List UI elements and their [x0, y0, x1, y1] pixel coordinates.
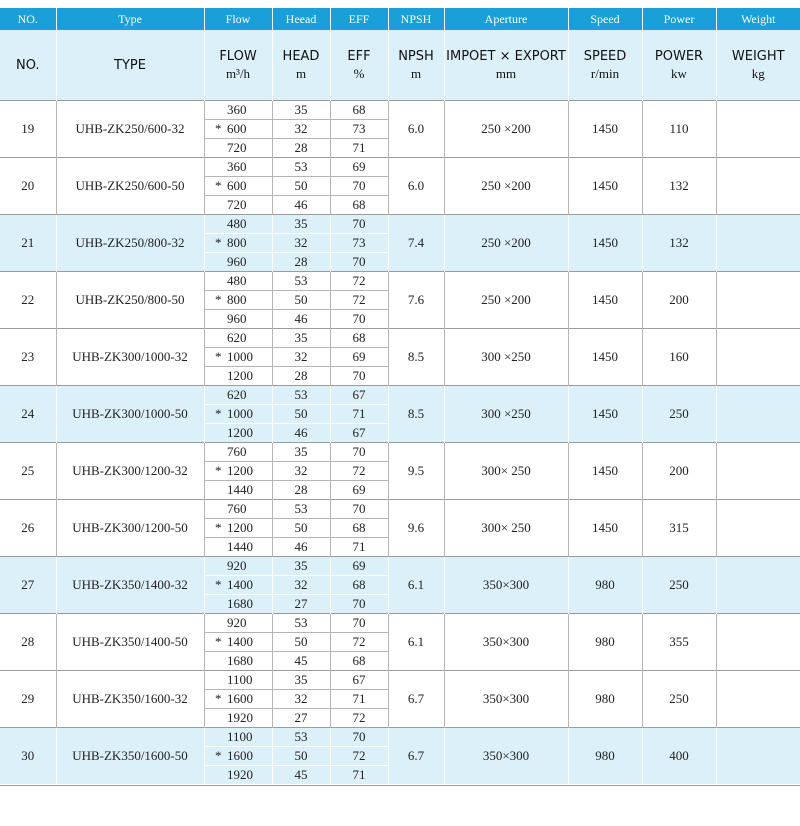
power-cell: 132: [642, 158, 716, 215]
power-cell: 200: [642, 443, 716, 500]
eff-cell: 68: [330, 329, 388, 348]
model-number-cell: 24: [0, 386, 56, 443]
header-eff: EFF %: [330, 30, 388, 101]
eff-cell: 71: [330, 405, 388, 424]
npsh-cell: 7.4: [388, 215, 444, 272]
flow-value: 1920: [227, 710, 253, 725]
model-type-cell: UHB-ZK300/1200-50: [56, 500, 204, 557]
header-power-unit: kw: [671, 65, 687, 81]
aperture-cell: 250 ×200: [444, 101, 568, 158]
table-row: [0, 329, 800, 348]
speed-cell: 1450: [568, 215, 642, 272]
table-row: [0, 500, 800, 519]
head-cell: 28: [272, 481, 330, 500]
flow-cell: [204, 253, 272, 272]
head-cell: 53: [272, 728, 330, 747]
rated-point-marker: *: [215, 178, 222, 193]
flow-cell: [204, 443, 272, 462]
header-aperture: IMPOET × EXPORT mm: [444, 30, 568, 101]
eff-cell: 72: [330, 272, 388, 291]
eff-cell: 71: [330, 690, 388, 709]
rated-point-marker: *: [215, 406, 222, 421]
model-type-cell: UHB-ZK250/800-50: [56, 272, 204, 329]
flow-value: 600: [227, 178, 247, 193]
flow-cell: [204, 272, 272, 291]
header-head: HEAD m: [272, 30, 330, 101]
flow-cell: [204, 652, 272, 671]
flow-value: 1920: [227, 767, 253, 782]
header-flow: FLOW m³/h: [204, 30, 272, 101]
model-type-cell: UHB-ZK250/600-32: [56, 101, 204, 158]
rated-point-marker: *: [215, 292, 222, 307]
npsh-cell: 6.7: [388, 728, 444, 785]
header-head-unit: m: [295, 65, 307, 81]
model-number-cell: 20: [0, 158, 56, 215]
eff-cell: 67: [330, 424, 388, 443]
head-cell: 50: [272, 291, 330, 310]
head-cell: 32: [272, 576, 330, 595]
weight-cell: [716, 614, 800, 671]
head-cell: 50: [272, 519, 330, 538]
header-npsh: NPSH m: [388, 30, 444, 101]
flow-value: 620: [227, 330, 247, 345]
weight-cell: [716, 728, 800, 785]
eff-cell: 67: [330, 386, 388, 405]
header-no: NO.: [0, 30, 56, 101]
flow-value: 1200: [227, 520, 253, 535]
bar-label-speed: Speed: [568, 8, 642, 30]
npsh-cell: 6.1: [388, 614, 444, 671]
aperture-cell: 250 ×200: [444, 215, 568, 272]
flow-value: 1100: [227, 672, 253, 687]
speed-cell: 1450: [568, 272, 642, 329]
eff-cell: 69: [330, 348, 388, 367]
npsh-cell: 9.5: [388, 443, 444, 500]
column-header-row: [0, 30, 800, 101]
head-cell: 50: [272, 405, 330, 424]
flow-cell: [204, 329, 272, 348]
head-cell: 53: [272, 500, 330, 519]
rated-point-marker: *: [215, 235, 222, 250]
table-bottom-rule: [0, 785, 800, 786]
head-cell: 50: [272, 177, 330, 196]
flow-cell: [204, 120, 272, 139]
flow-cell: [204, 424, 272, 443]
header-weight-unit: kg: [751, 65, 765, 81]
npsh-cell: 9.6: [388, 500, 444, 557]
flow-value: 760: [227, 501, 247, 516]
head-cell: 50: [272, 747, 330, 766]
power-cell: 315: [642, 500, 716, 557]
table-row: [0, 557, 800, 576]
eff-cell: 71: [330, 139, 388, 158]
eff-cell: 68: [330, 652, 388, 671]
flow-cell: [204, 690, 272, 709]
flow-value: 920: [227, 615, 247, 630]
head-cell: 32: [272, 690, 330, 709]
head-cell: 50: [272, 633, 330, 652]
model-number-cell: 29: [0, 671, 56, 728]
aperture-cell: 300× 250: [444, 500, 568, 557]
flow-cell: [204, 766, 272, 785]
speed-cell: 1450: [568, 443, 642, 500]
eff-cell: 72: [330, 747, 388, 766]
flow-value: 920: [227, 558, 247, 573]
header-power: POWER kw: [642, 30, 716, 101]
power-cell: 355: [642, 614, 716, 671]
speed-cell: 1450: [568, 101, 642, 158]
rated-point-marker: *: [215, 748, 222, 763]
flow-cell: [204, 405, 272, 424]
model-type-cell: UHB-ZK300/1000-50: [56, 386, 204, 443]
flow-cell: [204, 557, 272, 576]
flow-value: 760: [227, 444, 247, 459]
weight-cell: [716, 329, 800, 386]
flow-cell: [204, 386, 272, 405]
model-number-cell: 27: [0, 557, 56, 614]
rated-point-marker: *: [215, 577, 222, 592]
head-cell: 46: [272, 196, 330, 215]
flow-cell: [204, 177, 272, 196]
flow-cell: [204, 291, 272, 310]
aperture-cell: 300× 250: [444, 443, 568, 500]
flow-cell: [204, 709, 272, 728]
eff-cell: 69: [330, 158, 388, 177]
power-cell: 160: [642, 329, 716, 386]
speed-cell: 980: [568, 728, 642, 785]
flow-value: 600: [227, 121, 247, 136]
model-type-cell: UHB-ZK300/1200-32: [56, 443, 204, 500]
flow-cell: [204, 215, 272, 234]
flow-cell: [204, 595, 272, 614]
model-type-cell: UHB-ZK350/1600-32: [56, 671, 204, 728]
eff-cell: 70: [330, 310, 388, 329]
head-cell: 46: [272, 424, 330, 443]
head-cell: 53: [272, 272, 330, 291]
bar-label-flow: Flow: [204, 8, 272, 30]
eff-cell: 68: [330, 101, 388, 120]
eff-cell: 70: [330, 595, 388, 614]
npsh-cell: 8.5: [388, 329, 444, 386]
flow-value: 1200: [227, 463, 253, 478]
flow-value: 1440: [227, 482, 253, 497]
eff-cell: 70: [330, 367, 388, 386]
eff-cell: 72: [330, 709, 388, 728]
model-type-cell: UHB-ZK300/1000-32: [56, 329, 204, 386]
header-type: TYPE: [56, 30, 204, 101]
table-row: [0, 158, 800, 177]
head-cell: 32: [272, 120, 330, 139]
aperture-cell: 350×300: [444, 671, 568, 728]
aperture-cell: 350×300: [444, 557, 568, 614]
table-row: [0, 443, 800, 462]
pump-spec-table: [0, 8, 800, 784]
eff-cell: 70: [330, 253, 388, 272]
flow-cell: [204, 367, 272, 386]
flow-value: 1440: [227, 539, 253, 554]
flow-cell: [204, 576, 272, 595]
flow-cell: [204, 158, 272, 177]
flow-cell: [204, 196, 272, 215]
head-cell: 35: [272, 329, 330, 348]
rated-point-marker: *: [215, 634, 222, 649]
power-cell: 400: [642, 728, 716, 785]
head-cell: 35: [272, 671, 330, 690]
eff-cell: 69: [330, 557, 388, 576]
header-npsh-unit: m: [410, 65, 422, 81]
flow-cell: [204, 101, 272, 120]
eff-cell: 72: [330, 291, 388, 310]
flow-cell: [204, 500, 272, 519]
flow-cell: [204, 614, 272, 633]
bar-label-type: Type: [56, 8, 204, 30]
flow-cell: [204, 139, 272, 158]
eff-cell: 70: [330, 728, 388, 747]
flow-cell: [204, 481, 272, 500]
npsh-cell: 6.1: [388, 557, 444, 614]
flow-cell: [204, 234, 272, 253]
rated-point-marker: *: [215, 691, 222, 706]
eff-cell: 69: [330, 481, 388, 500]
eff-cell: 70: [330, 215, 388, 234]
flow-value: 1600: [227, 748, 253, 763]
head-cell: 27: [272, 595, 330, 614]
head-cell: 28: [272, 139, 330, 158]
head-cell: 53: [272, 386, 330, 405]
flow-value: 480: [227, 216, 247, 231]
flow-value: 800: [227, 292, 247, 307]
table-row: [0, 215, 800, 234]
aperture-cell: 300 ×250: [444, 329, 568, 386]
model-type-cell: UHB-ZK350/1400-32: [56, 557, 204, 614]
head-cell: 46: [272, 538, 330, 557]
npsh-cell: 6.0: [388, 158, 444, 215]
flow-value: 360: [227, 102, 247, 117]
column-category-bar: [0, 8, 800, 30]
rated-point-marker: *: [215, 463, 222, 478]
eff-cell: 72: [330, 462, 388, 481]
power-cell: 132: [642, 215, 716, 272]
table-row: [0, 728, 800, 747]
power-cell: 250: [642, 386, 716, 443]
flow-value: 620: [227, 387, 247, 402]
table-row: [0, 101, 800, 120]
npsh-cell: 6.7: [388, 671, 444, 728]
flow-cell: [204, 519, 272, 538]
flow-value: 1600: [227, 691, 253, 706]
bar-label-no: NO.: [0, 8, 56, 30]
header-aperture-unit: mm: [495, 65, 517, 81]
flow-cell: [204, 348, 272, 367]
weight-cell: [716, 443, 800, 500]
model-number-cell: 30: [0, 728, 56, 785]
flow-cell: [204, 747, 272, 766]
bar-label-npsh: NPSH: [388, 8, 444, 30]
model-number-cell: 21: [0, 215, 56, 272]
power-cell: 200: [642, 272, 716, 329]
flow-value: 1200: [227, 368, 253, 383]
head-cell: 45: [272, 652, 330, 671]
eff-cell: 67: [330, 671, 388, 690]
flow-value: 1680: [227, 653, 253, 668]
head-cell: 32: [272, 348, 330, 367]
flow-value: 480: [227, 273, 247, 288]
aperture-cell: 300 ×250: [444, 386, 568, 443]
speed-cell: 1450: [568, 158, 642, 215]
flow-cell: [204, 310, 272, 329]
weight-cell: [716, 557, 800, 614]
head-cell: 53: [272, 614, 330, 633]
head-cell: 32: [272, 234, 330, 253]
flow-value: 360: [227, 159, 247, 174]
flow-value: 720: [227, 197, 247, 212]
eff-cell: 68: [330, 519, 388, 538]
flow-cell: [204, 462, 272, 481]
weight-cell: [716, 101, 800, 158]
model-type-cell: UHB-ZK350/1400-50: [56, 614, 204, 671]
speed-cell: 1450: [568, 329, 642, 386]
header-speed-unit: r/min: [590, 65, 620, 81]
weight-cell: [716, 500, 800, 557]
rated-point-marker: *: [215, 349, 222, 364]
speed-cell: 1450: [568, 500, 642, 557]
head-cell: 35: [272, 557, 330, 576]
header-speed: SPEED r/min: [568, 30, 642, 101]
aperture-cell: 250 ×200: [444, 158, 568, 215]
head-cell: 35: [272, 101, 330, 120]
flow-cell: [204, 671, 272, 690]
table-row: [0, 671, 800, 690]
head-cell: 32: [272, 462, 330, 481]
flow-cell: [204, 728, 272, 747]
table-row: [0, 272, 800, 291]
eff-cell: 71: [330, 538, 388, 557]
flow-cell: [204, 538, 272, 557]
bar-label-weight: Weight: [716, 8, 800, 30]
head-cell: 46: [272, 310, 330, 329]
head-cell: 27: [272, 709, 330, 728]
head-cell: 35: [272, 443, 330, 462]
flow-value: 720: [227, 140, 247, 155]
header-weight: WEIGHT kg: [716, 30, 800, 101]
speed-cell: 980: [568, 671, 642, 728]
bar-label-head: Heead: [272, 8, 330, 30]
flow-value: 1200: [227, 425, 253, 440]
model-number-cell: 26: [0, 500, 56, 557]
power-cell: 250: [642, 671, 716, 728]
table-row: [0, 386, 800, 405]
aperture-cell: 250 ×200: [444, 272, 568, 329]
head-cell: 28: [272, 253, 330, 272]
flow-value: 800: [227, 235, 247, 250]
bar-label-eff: EFF: [330, 8, 388, 30]
eff-cell: 70: [330, 614, 388, 633]
eff-cell: 73: [330, 234, 388, 253]
eff-cell: 70: [330, 443, 388, 462]
eff-cell: 68: [330, 576, 388, 595]
flow-value: 1100: [227, 729, 253, 744]
flow-value: 1000: [227, 406, 253, 421]
head-cell: 35: [272, 215, 330, 234]
power-cell: 250: [642, 557, 716, 614]
model-number-cell: 28: [0, 614, 56, 671]
model-type-cell: UHB-ZK250/800-32: [56, 215, 204, 272]
flow-value: 1400: [227, 634, 253, 649]
weight-cell: [716, 671, 800, 728]
weight-cell: [716, 158, 800, 215]
npsh-cell: 8.5: [388, 386, 444, 443]
head-cell: 45: [272, 766, 330, 785]
bar-label-power: Power: [642, 8, 716, 30]
aperture-cell: 350×300: [444, 614, 568, 671]
flow-value: 1400: [227, 577, 253, 592]
model-number-cell: 25: [0, 443, 56, 500]
eff-cell: 70: [330, 500, 388, 519]
model-type-cell: UHB-ZK350/1600-50: [56, 728, 204, 785]
pump-spec-rows: [0, 101, 800, 785]
eff-cell: 70: [330, 177, 388, 196]
model-number-cell: 19: [0, 101, 56, 158]
flow-value: 960: [227, 254, 247, 269]
flow-value: 960: [227, 311, 247, 326]
npsh-cell: 6.0: [388, 101, 444, 158]
weight-cell: [716, 386, 800, 443]
eff-cell: 72: [330, 633, 388, 652]
model-number-cell: 23: [0, 329, 56, 386]
eff-cell: 73: [330, 120, 388, 139]
table-row: [0, 614, 800, 633]
speed-cell: 1450: [568, 386, 642, 443]
head-cell: 28: [272, 367, 330, 386]
rated-point-marker: *: [215, 520, 222, 535]
eff-cell: 68: [330, 196, 388, 215]
eff-cell: 71: [330, 766, 388, 785]
header-eff-unit: %: [353, 65, 365, 81]
weight-cell: [716, 215, 800, 272]
weight-cell: [716, 272, 800, 329]
npsh-cell: 7.6: [388, 272, 444, 329]
rated-point-marker: *: [215, 121, 222, 136]
header-flow-unit: m³/h: [225, 65, 251, 81]
head-cell: 53: [272, 158, 330, 177]
aperture-cell: 350×300: [444, 728, 568, 785]
flow-cell: [204, 633, 272, 652]
flow-value: 1680: [227, 596, 253, 611]
flow-value: 1000: [227, 349, 253, 364]
bar-label-aperture: Aperture: [444, 8, 568, 30]
model-number-cell: 22: [0, 272, 56, 329]
speed-cell: 980: [568, 557, 642, 614]
power-cell: 110: [642, 101, 716, 158]
speed-cell: 980: [568, 614, 642, 671]
model-type-cell: UHB-ZK250/600-50: [56, 158, 204, 215]
